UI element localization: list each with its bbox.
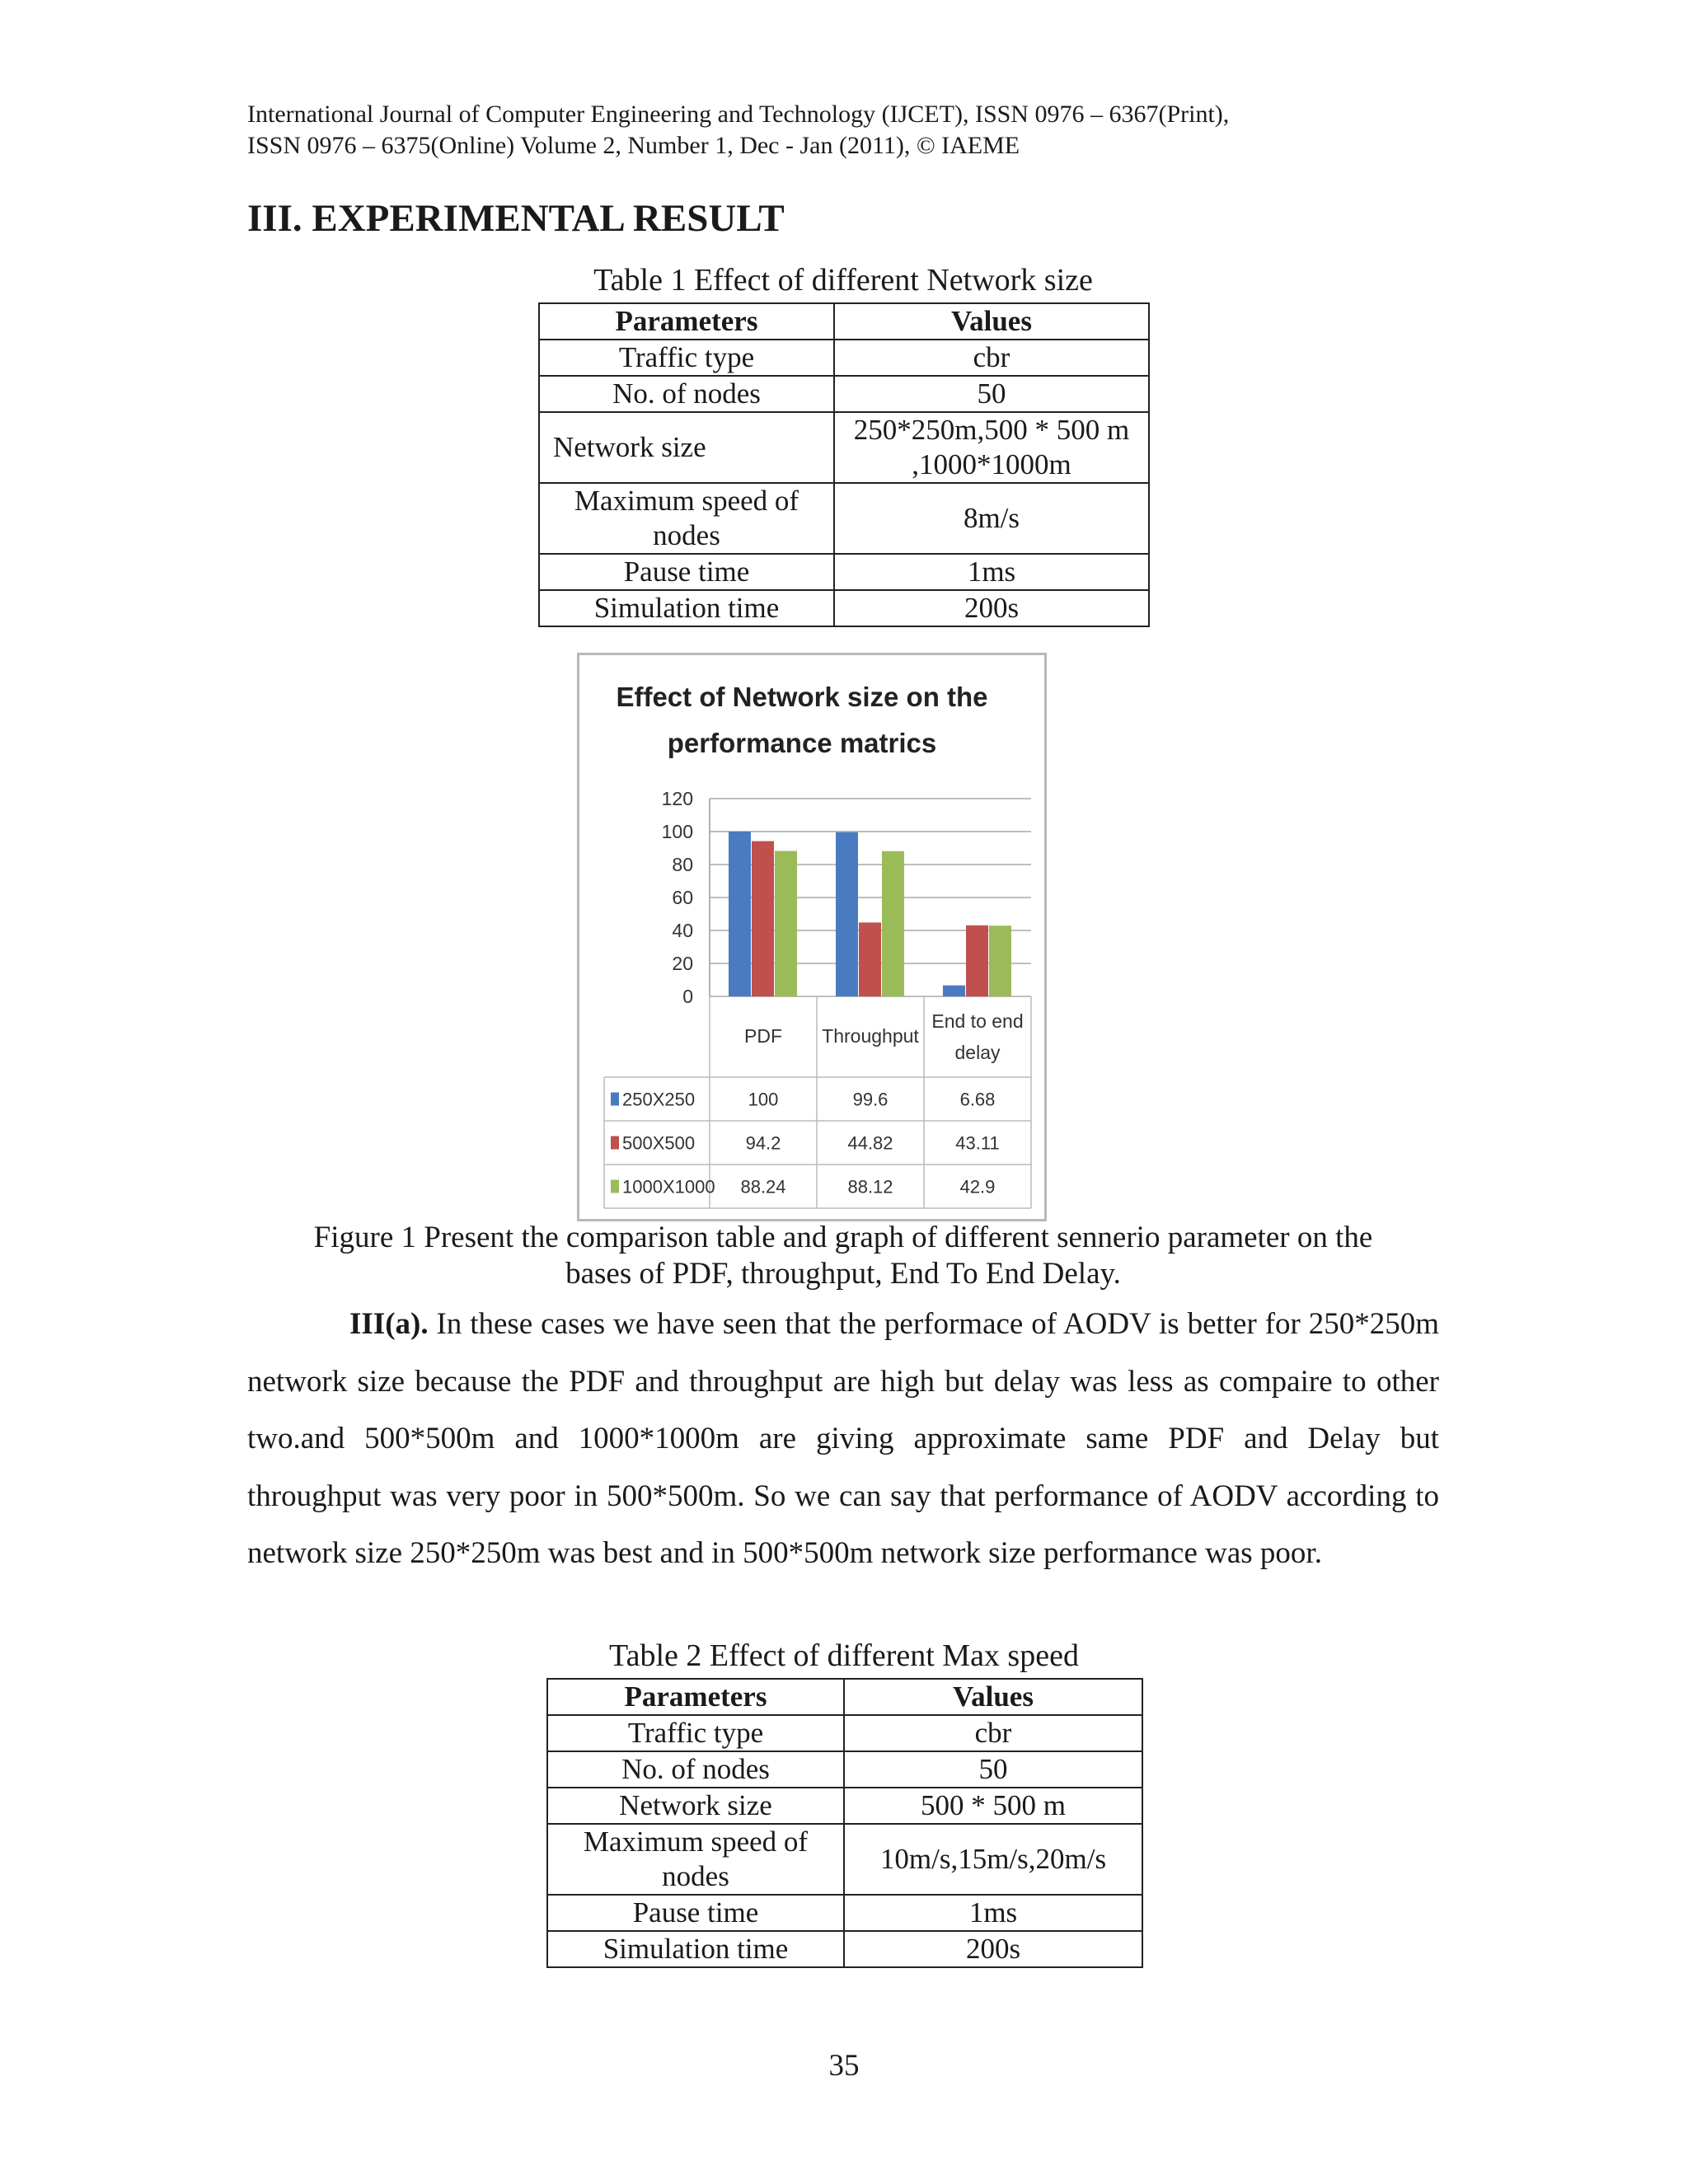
bar-500X500-pdf: [752, 841, 774, 996]
paragraph-text: In these cases we have seen that the performace of AODV is better for 250*250m network size because the PDF and throughput are high but delay was less as compaire to other two.and 500*500m and 1000*1000m are giving approximate same PDF and Delay but throughput was very poor in 500*500m. So we can say that performance of AODV according to network size 250*250m was best and in 500*500m network size performance was poor.: [247, 1307, 1439, 1570]
param-cell: No. of nodes: [539, 376, 834, 412]
param-cell: Network size: [539, 412, 834, 483]
bar-250X250-throughput: [836, 832, 858, 996]
journal-header: [247, 99, 1451, 162]
bar-1000X1000-pdf: [775, 851, 797, 996]
value-line: ,1000*1000m: [912, 448, 1071, 480]
section-title: III. EXPERIMENTAL RESULT: [247, 197, 785, 240]
value-cell: 1ms: [844, 1895, 1142, 1931]
value-cell: cbr: [844, 1715, 1142, 1751]
data-table-value: 99.6: [852, 1089, 889, 1110]
param-line: nodes: [662, 1860, 729, 1892]
legend-key-250X250: [611, 1093, 619, 1106]
table-row: [539, 376, 1149, 412]
table-row: [539, 483, 1149, 554]
figure-caption-line-2: bases of PDF, throughput, End To End Delay.: [565, 1257, 1121, 1291]
param-line: nodes: [653, 519, 720, 551]
bar-1000X1000-end-to-end-delay: [989, 926, 1011, 996]
chart-canvas: [579, 655, 1049, 1224]
header-cell-parameters: Parameters: [539, 303, 834, 340]
header-cell-parameters: Parameters: [547, 1679, 844, 1715]
y-tick-label: 100: [661, 821, 693, 842]
table-2-caption: Table 2 Effect of different Max speed: [609, 1638, 1079, 1673]
data-table-value: 44.82: [847, 1132, 893, 1154]
table-row: [547, 1715, 1142, 1751]
header-cell-values: Values: [834, 303, 1149, 340]
chart-title-line-1: Effect of Network size on the: [616, 682, 988, 712]
value-cell: [834, 412, 1149, 483]
table-row: [547, 1751, 1142, 1788]
data-table-value: 94.2: [745, 1132, 781, 1154]
y-tick-label: 0: [682, 986, 693, 1007]
param-line: Maximum speed of: [583, 1825, 809, 1858]
param-cell: Traffic type: [539, 340, 834, 376]
legend-label: 500X500: [622, 1132, 696, 1154]
param-cell: Network size: [547, 1788, 844, 1824]
x-category-label: End to end: [931, 1010, 1024, 1032]
value-cell: 50: [844, 1751, 1142, 1788]
param-cell: [539, 483, 834, 554]
value-cell: 200s: [844, 1931, 1142, 1967]
param-cell: [547, 1824, 844, 1895]
chart-title-line-2: performance matrics: [667, 728, 937, 758]
value-cell: cbr: [834, 340, 1149, 376]
value-cell: 50: [834, 376, 1149, 412]
value-cell: 10m/s,15m/s,20m/s: [844, 1824, 1142, 1895]
x-category-label: Throughput: [822, 1025, 919, 1047]
param-cell: Pause time: [539, 554, 834, 590]
table-row: [539, 590, 1149, 626]
param-cell: Pause time: [547, 1895, 844, 1931]
param-cell: Simulation time: [539, 590, 834, 626]
bar-250X250-end-to-end-delay: [943, 986, 965, 996]
legend-label: 250X250: [622, 1089, 696, 1110]
bar-500X500-throughput: [859, 922, 881, 996]
figure-1-caption: [247, 1220, 1439, 1292]
table-row: [539, 412, 1149, 483]
bar-250X250-pdf: [729, 832, 751, 996]
paragraph-lead: III(a).: [349, 1307, 429, 1341]
table-header-row: [539, 303, 1149, 340]
journal-header-line-2: ISSN 0976 – 6375(Online) Volume 2, Number 1, Dec - Jan (2011), © IAEME: [247, 132, 1020, 159]
value-cell: 8m/s: [834, 483, 1149, 554]
x-category-label: PDF: [744, 1025, 782, 1047]
journal-header-line-1: International Journal of Computer Engineering and Technology (IJCET), ISSN 0976 – 6367(Print),: [247, 101, 1230, 128]
table-row: [547, 1824, 1142, 1895]
value-cell: 200s: [834, 590, 1149, 626]
param-cell: Simulation time: [547, 1931, 844, 1967]
figure-caption-line-1: Figure 1 Present the comparison table and graph of different sennerio parameter on the: [313, 1221, 1373, 1254]
data-table-value: 42.9: [959, 1176, 996, 1197]
results-paragraph: [247, 1296, 1439, 1582]
y-tick-label: 60: [672, 887, 693, 908]
param-cell: No. of nodes: [547, 1751, 844, 1788]
table-1-caption: Table 1 Effect of different Network size: [593, 263, 1093, 298]
bar-1000X1000-throughput: [882, 851, 904, 996]
param-line: Maximum speed of: [574, 485, 799, 517]
header-cell-values: Values: [844, 1679, 1142, 1715]
legend-label: 1000X1000: [622, 1176, 715, 1197]
value-cell: 1ms: [834, 554, 1149, 590]
table-row: [547, 1931, 1142, 1967]
page-number: 35: [828, 2049, 860, 2083]
value-cell: 500 * 500 m: [844, 1788, 1142, 1824]
table-row: [547, 1788, 1142, 1824]
data-table-value: 6.68: [959, 1089, 996, 1110]
y-tick-label: 120: [661, 788, 693, 809]
table-2: [546, 1678, 1143, 1968]
table-row: [539, 340, 1149, 376]
legend-key-500X500: [611, 1137, 619, 1150]
data-table-value: 43.11: [955, 1132, 1000, 1154]
value-line: 250*250m,500 * 500 m: [853, 414, 1130, 446]
data-table-value: 88.24: [740, 1176, 786, 1197]
table-row: [547, 1895, 1142, 1931]
x-category-label: delay: [954, 1042, 1001, 1063]
table-row: [539, 554, 1149, 590]
legend-key-1000X1000: [611, 1180, 619, 1193]
performance-chart: [577, 653, 1047, 1221]
table-1: [538, 302, 1150, 627]
y-tick-label: 80: [672, 854, 693, 875]
y-tick-label: 20: [672, 953, 693, 974]
param-cell: Traffic type: [547, 1715, 844, 1751]
y-tick-label: 40: [672, 920, 693, 941]
data-table-value: 88.12: [847, 1176, 893, 1197]
data-table-value: 100: [748, 1089, 779, 1110]
table-header-row: [547, 1679, 1142, 1715]
bar-500X500-end-to-end-delay: [966, 926, 988, 996]
